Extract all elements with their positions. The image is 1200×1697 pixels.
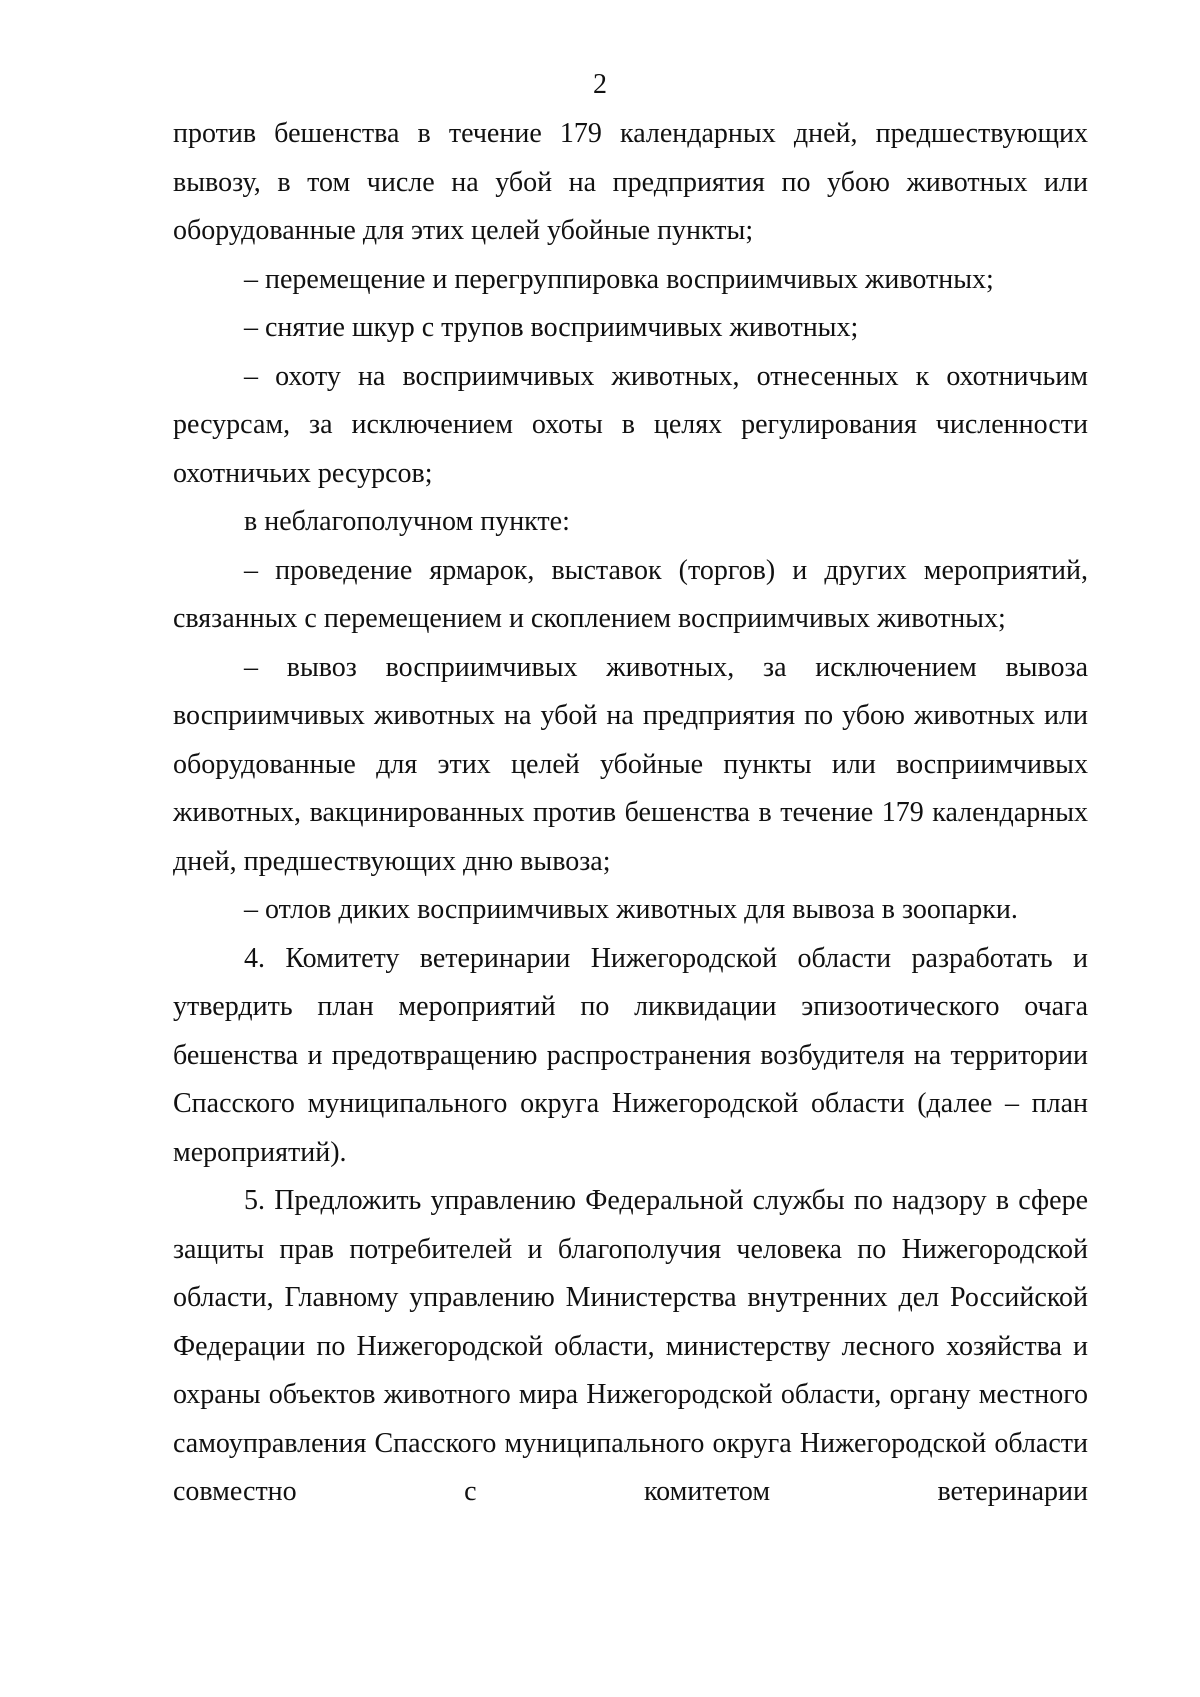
clause-5: 5. Предложить управлению Федеральной службы по надзору в сфере защиты прав потребителей и благополучия человека по Нижегородской области, Главному управлению Министерства внутренних дел Российской Федерации по Нижегородской области, министерству лесного хозяйства и охраны объектов животного мира Нижегородской области, органу местного самоуправления Спасского муниципального округа Нижегородской области совместно с комитетом ветеринарии [173,1185,1088,1507]
document-body [173,110,1088,1517]
page-number: 2 [593,69,607,100]
list-item-export: – вывоз восприимчивых животных, за исключением вывоза восприимчивых животных на убой на предприятия по убою животных или оборудованные для этих целей убойные пункты или восприимчивых животных, вакцинированных против бешенства в течение 179 календарных дней, предшествующих дню вывоза; [173,651,1088,877]
list-item-hunting: – охоту на восприимчивых животных, отнесенных к охотничьим ресурсам, за исключением охоты в целях регулирования численности охотничьих ресурсов; [173,360,1088,489]
list-item-skinning: – снятие шкур с трупов восприимчивых животных; [244,312,859,343]
list-item-capture: – отлов диких восприимчивых животных для вывоза в зоопарки. [244,894,1018,925]
list-item-fairs: – проведение ярмарок, выставок (торгов) и других мероприятий, связанных с перемещением и скоплением восприимчивых животных; [173,554,1088,634]
clause-4: 4. Комитету ветеринарии Нижегородской области разработать и утвердить план мероприятий по ликвидации эпизоотического очага бешенства и предотвращению распространения возбудителя на территории Спасского муниципального округа Нижегородской области (далее – план мероприятий). [173,942,1088,1168]
paragraph-continuation: против бешенства в течение 179 календарных дней, предшествующих вывозу, в том числе на убой на предприятия по убою животных или оборудованные для этих целей убойные пункты; [173,118,1088,246]
subheading-unfavorable-point: в неблагополучном пункте: [244,506,570,537]
list-item-relocation: – перемещение и перегруппировка восприимчивых животных; [244,263,994,295]
